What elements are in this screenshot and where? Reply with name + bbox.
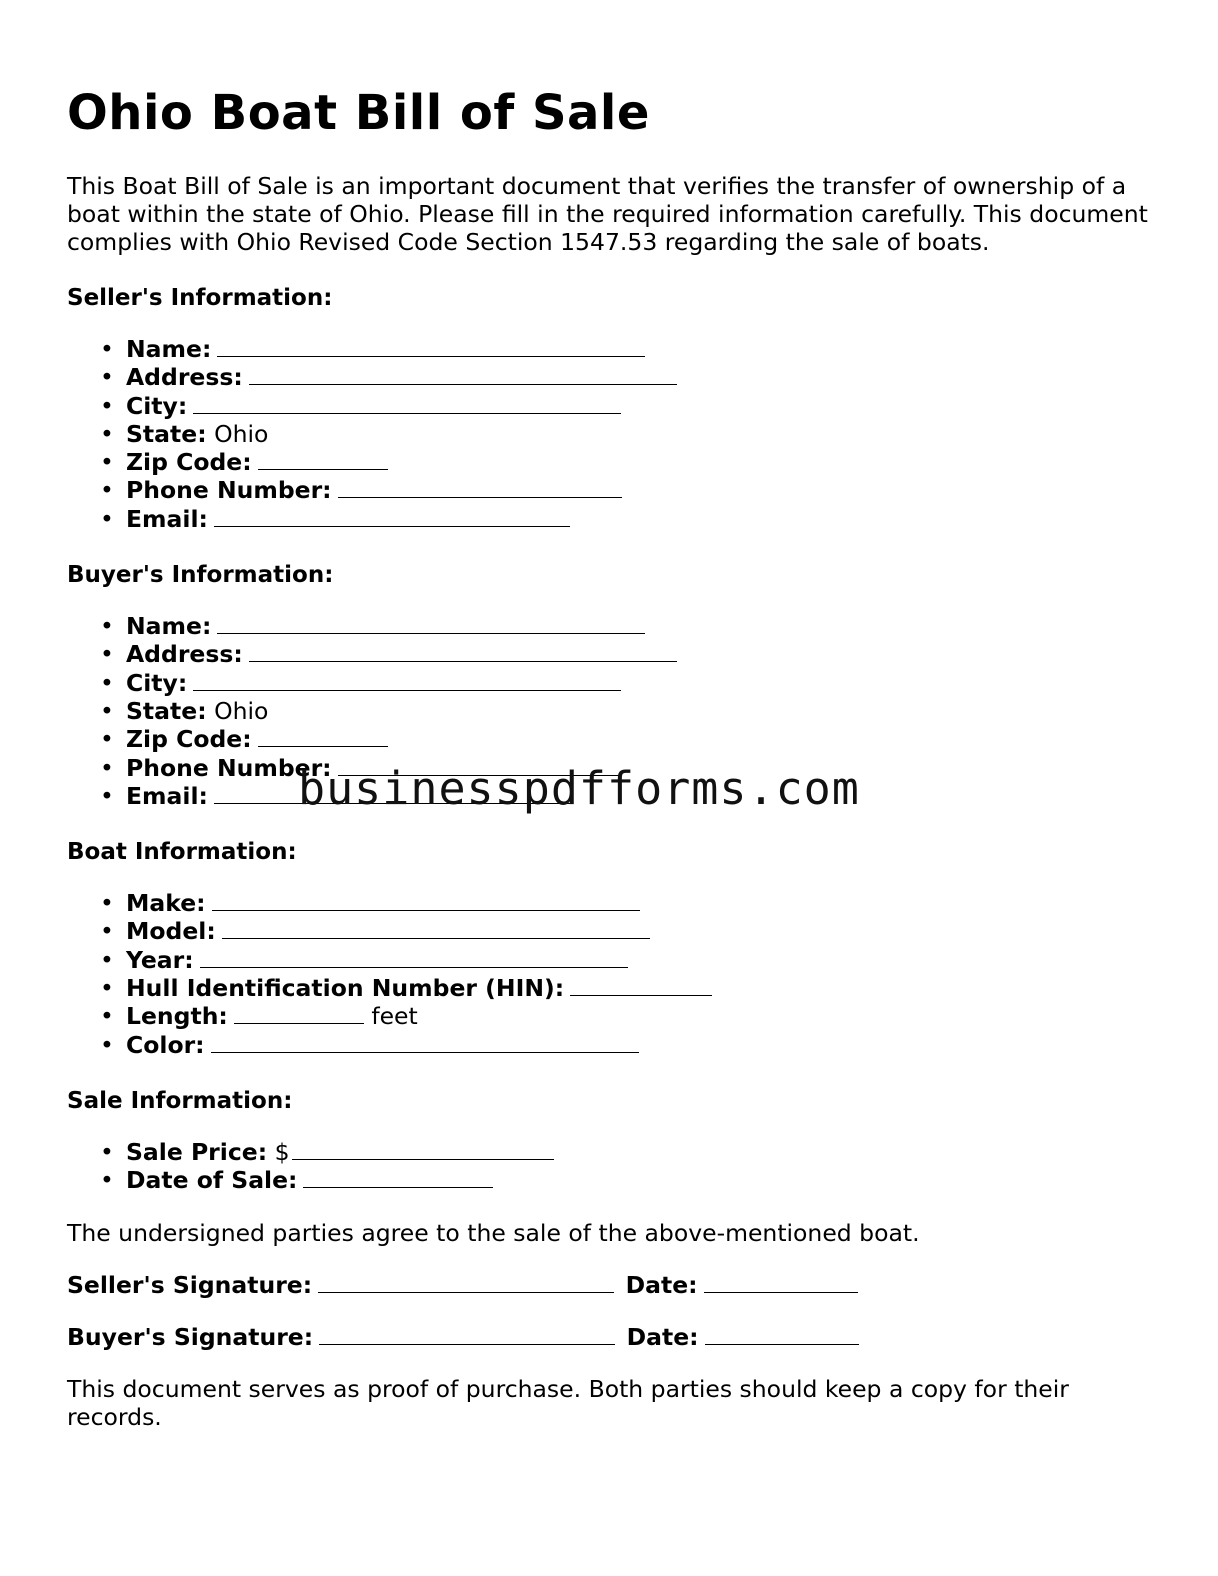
seller-zip-label: Zip Code: bbox=[126, 448, 252, 477]
sale-date-item bbox=[126, 1166, 1157, 1194]
closing-paragraph: This document serves as proof of purchase. Both parties should keep a copy for their records. bbox=[67, 1374, 1069, 1431]
buyer-name-field[interactable] bbox=[217, 612, 645, 634]
buyer-address-field[interactable] bbox=[249, 640, 677, 662]
seller-address-label: Address: bbox=[126, 363, 243, 392]
buyer-zip-field[interactable] bbox=[258, 725, 388, 747]
seller-name-field[interactable] bbox=[217, 335, 645, 357]
currency-symbol: $ bbox=[274, 1137, 290, 1166]
buyer-zip-label: Zip Code: bbox=[126, 725, 252, 754]
buyer-city-item bbox=[126, 669, 1157, 697]
boat-length-unit: feet bbox=[371, 1002, 418, 1031]
seller-zip-item bbox=[126, 448, 1157, 476]
buyer-signature-field[interactable] bbox=[319, 1323, 615, 1345]
boat-hin-item bbox=[126, 974, 1157, 1002]
buyer-date-field[interactable] bbox=[705, 1323, 859, 1345]
boat-model-field[interactable] bbox=[222, 917, 650, 939]
buyer-city-label: City: bbox=[126, 668, 188, 697]
boat-color-field[interactable] bbox=[211, 1031, 639, 1053]
sale-field-list bbox=[67, 1138, 1157, 1195]
buyer-phone-label: Phone Number: bbox=[126, 753, 332, 782]
buyer-date-label: Date: bbox=[626, 1322, 699, 1351]
boat-field-list bbox=[67, 889, 1157, 1059]
boat-hin-field[interactable] bbox=[570, 974, 712, 996]
intro-paragraph: This Boat Bill of Sale is an important document that verifies the transfer of ownership of a boat within the state of Ohio. Please fill in the required information carefully. This document complies with Ohio Revised Code Section 1547.53 regarding the sale of boats. bbox=[67, 172, 1148, 256]
boat-year-field[interactable] bbox=[200, 946, 628, 968]
boat-year-item bbox=[126, 946, 1157, 974]
sale-price-field[interactable] bbox=[292, 1138, 554, 1160]
boat-hin-label: Hull Identification Number (HIN): bbox=[126, 974, 565, 1003]
boat-color-item bbox=[126, 1031, 1157, 1059]
seller-date-field[interactable] bbox=[704, 1271, 858, 1293]
buyer-city-field[interactable] bbox=[193, 669, 621, 691]
seller-city-label: City: bbox=[126, 391, 188, 420]
buyer-email-label: Email: bbox=[126, 781, 208, 810]
sale-date-field[interactable] bbox=[303, 1166, 493, 1188]
seller-phone-label: Phone Number: bbox=[126, 476, 332, 505]
seller-city-item bbox=[126, 392, 1157, 420]
seller-signature-row bbox=[67, 1270, 1157, 1300]
buyer-state-value: Ohio bbox=[214, 696, 269, 725]
seller-state-label: State: bbox=[126, 419, 207, 448]
seller-address-field[interactable] bbox=[249, 363, 677, 385]
seller-state-item bbox=[126, 420, 1157, 448]
buyer-address-item bbox=[126, 640, 1157, 668]
watermark-text: businesspdfforms.com bbox=[298, 762, 860, 815]
sale-price-label: Sale Price: bbox=[126, 1137, 268, 1166]
buyer-address-label: Address: bbox=[126, 640, 243, 669]
buyer-name-label: Name: bbox=[126, 612, 212, 641]
seller-date-label: Date: bbox=[625, 1270, 698, 1299]
buyer-signature-row bbox=[67, 1322, 1157, 1352]
agreement-text: The undersigned parties agree to the sale of the above-mentioned boat. bbox=[67, 1218, 920, 1247]
boat-make-item bbox=[126, 889, 1157, 917]
seller-email-label: Email: bbox=[126, 504, 208, 533]
seller-address-item bbox=[126, 363, 1157, 391]
boat-make-label: Make: bbox=[126, 889, 206, 918]
seller-state-value: Ohio bbox=[214, 419, 269, 448]
seller-email-item bbox=[126, 505, 1157, 533]
seller-zip-field[interactable] bbox=[258, 448, 388, 470]
seller-email-field[interactable] bbox=[214, 505, 570, 527]
sale-price-item bbox=[126, 1138, 1157, 1166]
boat-model-label: Model: bbox=[126, 917, 216, 946]
seller-section-heading: Seller's Information: bbox=[67, 285, 333, 311]
sale-date-label: Date of Sale: bbox=[126, 1166, 298, 1195]
seller-city-field[interactable] bbox=[193, 392, 621, 414]
seller-signature-field[interactable] bbox=[318, 1271, 614, 1293]
boat-length-field[interactable] bbox=[234, 1002, 364, 1024]
boat-section-heading: Boat Information: bbox=[67, 839, 297, 866]
buyer-section-heading: Buyer's Information: bbox=[67, 562, 334, 589]
seller-signature-label: Seller's Signature: bbox=[67, 1270, 313, 1299]
buyer-signature-label: Buyer's Signature: bbox=[67, 1322, 314, 1351]
seller-name-label: Name: bbox=[126, 335, 212, 363]
buyer-name-item bbox=[126, 612, 1157, 640]
buyer-state-label: State: bbox=[126, 696, 207, 725]
boat-make-field[interactable] bbox=[212, 889, 640, 911]
boat-length-item bbox=[126, 1002, 1157, 1030]
seller-name-item bbox=[126, 335, 1157, 363]
boat-length-label: Length: bbox=[126, 1002, 228, 1031]
boat-color-label: Color: bbox=[126, 1030, 205, 1059]
seller-field-list bbox=[67, 335, 1157, 533]
boat-year-label: Year: bbox=[126, 945, 194, 974]
sale-section-heading: Sale Information: bbox=[67, 1087, 293, 1114]
seller-phone-item bbox=[126, 476, 1157, 504]
page-title: Ohio Boat Bill of Sale bbox=[67, 85, 650, 141]
document-page bbox=[67, 82, 1157, 1431]
boat-model-item bbox=[126, 917, 1157, 945]
seller-phone-field[interactable] bbox=[338, 476, 622, 498]
buyer-state-item bbox=[126, 697, 1157, 725]
buyer-zip-item bbox=[126, 725, 1157, 753]
